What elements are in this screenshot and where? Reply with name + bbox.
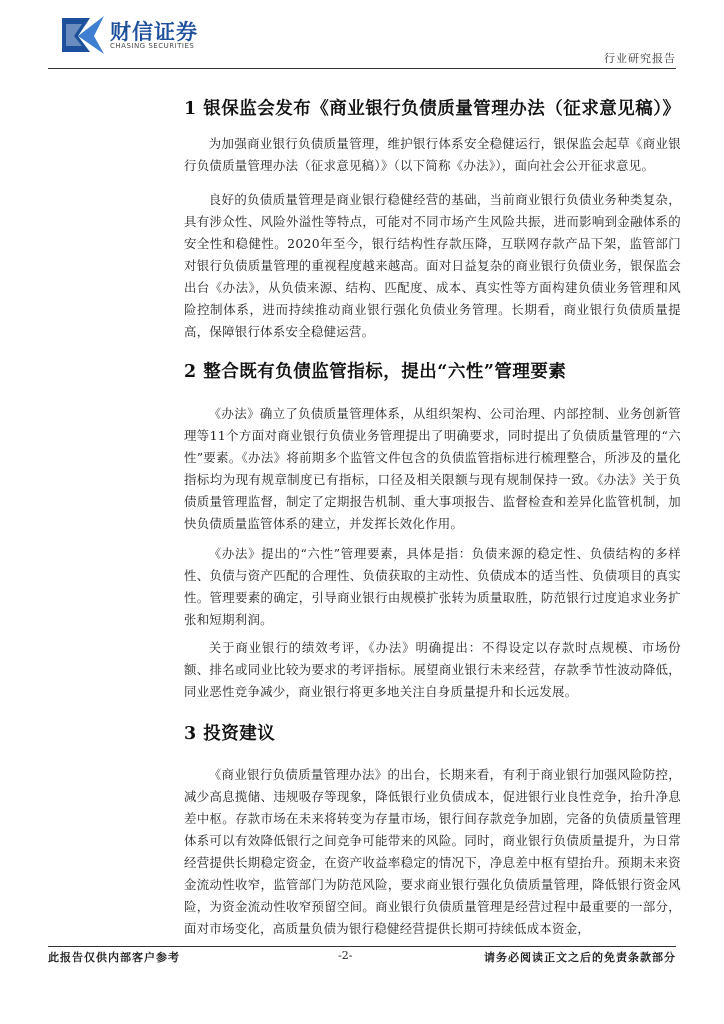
paragraph-text: 《办法》提出的“六性”管理要素，具体是指：负债来源的稳定性、负债结构的多样性、负债与资产匹配的合理性、负债获取的主动性、负债成本的适当性、负债项目的真实性。管理要素的确定，引导商业银行由规模扩张转为质量取胜，防范银行过度追求业务扩张和短期利润。 [184,546,681,627]
section-heading-3: 3 投资建议 [184,724,276,744]
company-logo-icon [60,14,106,56]
company-name-cn: 财信证券 [110,20,198,44]
footer-divider [48,946,676,947]
page-number: -2- [338,949,353,962]
paragraph-text: 为加强商业银行负债质量管理，维护银行体系安全稳健运行，银保监会起草《商业银行负债质量管理办法（征求意见稿）》（以下简称《办法》），面向社会公开征求意见。 [184,136,681,173]
section-2-paragraph-3 [184,637,681,703]
section-heading-1: 1 银保监会发布《商业银行负债质量管理办法（征求意见稿）》 [184,99,681,119]
section-heading-2: 2 整合既有负债监管指标，提出“六性”管理要素 [184,362,567,382]
paragraph-text: 关于商业银行的绩效考评，《办法》明确提出：不得设定以存款时点规模、市场份额、排名或同业比较为要求的考评指标。展望商业银行未来经营，存款季节性波动降低，同业恶性竞争减少，商业银行将更多地关注自身质量提升和长远发展。 [184,640,681,699]
section-3-paragraph-1 [184,764,681,940]
footer-disclaimer-right: 请务必阅读正文之后的免责条款部分 [484,951,676,964]
company-name-en: CHASING SECURITIES [110,42,195,50]
paragraph-text: 《商业银行负债质量管理办法》的出台，长期来看，有利于商业银行加强风险防控，减少高息揽储、违规吸存等现象，降低银行业负债成本，促进银行业良性竞争，抬升净息差中枢。存款市场在未来将转变为存量市场，银行间存款竞争加剧，完备的负债质量管理体系可以有效降低银行之间竞争可能带来的风险。同时，商业银行负债质量提升，为日常经营提供长期稳定资金，在资产收益率稳定的情况下，净息差中枢有望抬升。预期未来资金流动性收窄，监管部门为防范风险，要求商业银行强化负债质量管理，降低银行资金风险，为资金流动性收窄预留空间。商业银行负债质量管理是经营过程中最重要的一部分，面对市场变化，高质量负债为银行稳健经营提供长期可持续低成本资金， [184,767,681,936]
paragraph-text: 良好的负债质量管理是商业银行稳健经营的基础，当前商业银行负债业务种类复杂，具有涉众性、风险外溢性等特点，可能对不同市场产生风险共振，进而影响到金融体系的安全性和稳健性。2020年至今，银行结构性存款压降，互联网存款产品下架，监管部门对银行负债质量管理的重视程度越来越高。面对日益复杂的商业银行负债业务，银保监会出台《办法》，从负债来源、结构、匹配度、成本、真实性等方面构建负债业务管理和风险控制体系，进而持续推动商业银行强化负债业务管理。长期看，商业银行负债质量提高，保障银行体系安全稳健运营。 [184,192,681,339]
header-divider [48,68,676,69]
page-header [0,0,724,70]
section-1-paragraph-1 [184,133,681,177]
section-1-paragraph-2 [184,189,681,343]
paragraph-text: 《办法》确立了负债质量管理体系，从组织架构、公司治理、内部控制、业务创新管理等11个方面对商业银行负债业务管理提出了明确要求，同时提出了负债质量管理的“六性”要素。《办法》将前期多个监管文件包含的负债监管指标进行梳理整合，所涉及的量化指标均为现有规章制度已有指标，口径及相关限额与现有规制保持一致。《办法》关于负债质量管理监督，制定了定期报告机制、重大事项报告、监督检查和差异化监管机制，加快负债质量监管体系的建立，并发挥长效化作用。 [184,406,681,531]
report-type-label: 行业研究报告 [604,52,676,65]
section-2-paragraph-1 [184,403,681,535]
footer-disclaimer-left: 此报告仅供内部客户参考 [48,951,180,964]
section-2-paragraph-2 [184,543,681,631]
